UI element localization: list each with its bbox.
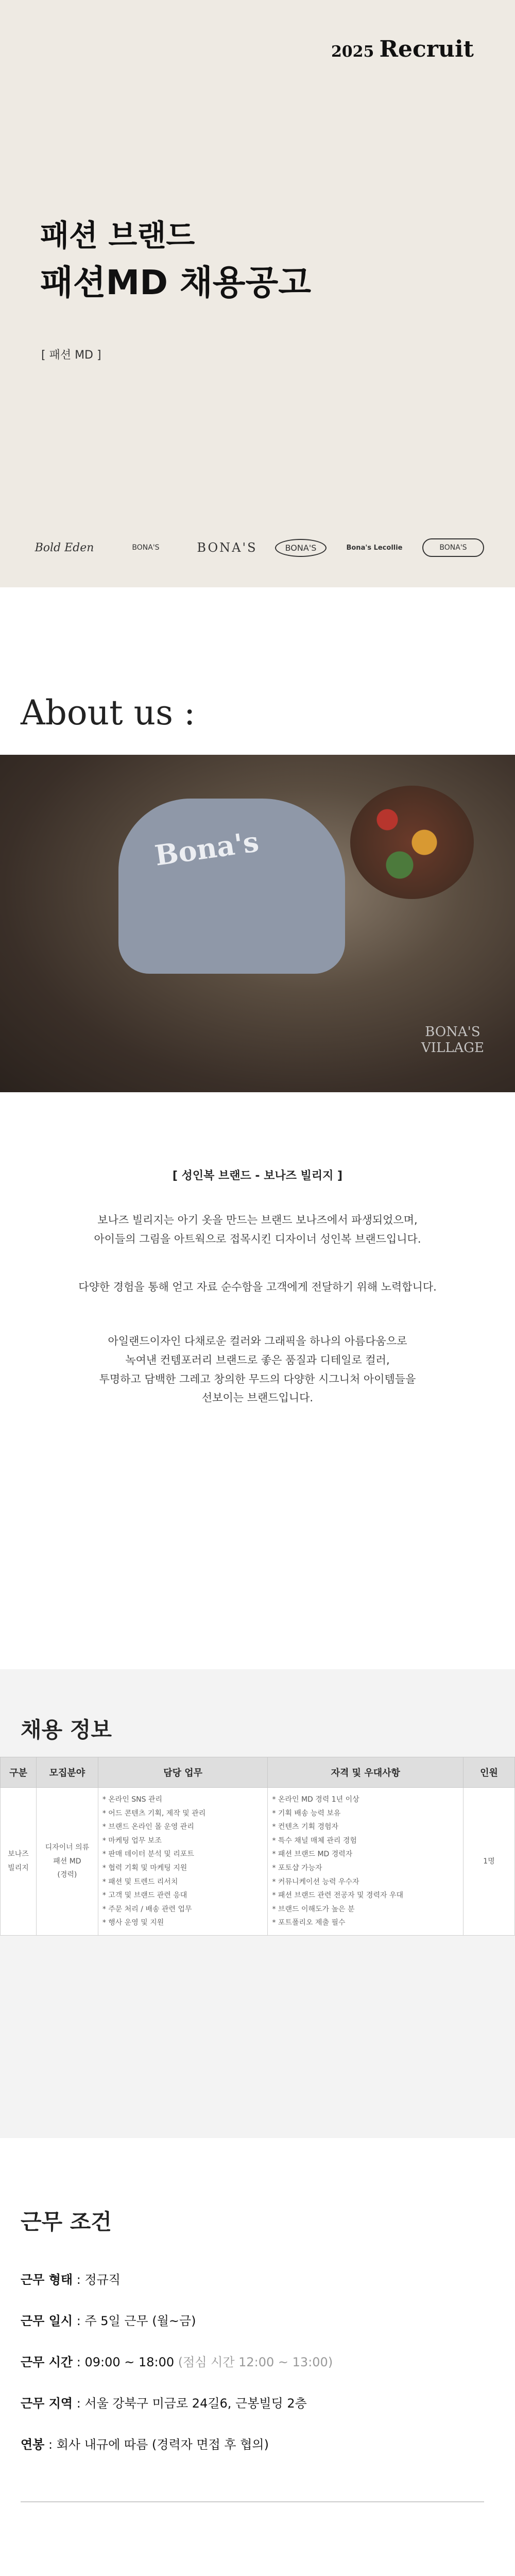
conditions-title: 근무 조건 <box>21 2209 112 2234</box>
sweater-print: Bona's <box>152 825 261 872</box>
field-cell <box>36 1788 98 1936</box>
sweater-image <box>118 799 345 974</box>
count-cell: 1명 <box>464 1788 515 1936</box>
qualification-item: * 온라인 MD 경력 1년 이상 <box>272 1795 359 1804</box>
table-row <box>1 1788 515 1936</box>
condition-value: : 09:00 ~ 18:00 <box>73 2355 175 2369</box>
about-title: About us : <box>21 693 196 733</box>
about-subtitle: [ 성인복 브랜드 - 보나즈 빌리지 ] <box>172 1170 343 1182</box>
condition-value: : 서울 강북구 미금로 24길6, 근봉빌딩 2층 <box>73 2396 307 2411</box>
cell-line: 보나즈 <box>8 1850 29 1859</box>
qualification-item: * 포토샵 가능자 <box>272 1863 322 1872</box>
flower-decoration <box>350 786 474 899</box>
hiring-table <box>0 1757 515 1936</box>
division-cell <box>1 1788 37 1936</box>
about-section <box>0 587 515 1669</box>
duty-item: * 마케팅 업무 보조 <box>102 1836 162 1845</box>
duty-item: * 판매 데이터 분석 및 리포트 <box>102 1850 194 1859</box>
duty-item: * 고객 및 브랜드 관련 응대 <box>102 1891 187 1900</box>
duty-item: * 온라인 SNS 관리 <box>102 1795 163 1804</box>
duties-cell <box>98 1788 268 1936</box>
qualification-item: * 컨텐츠 기획 경험자 <box>272 1823 339 1832</box>
about-paragraph-2 <box>0 1278 515 1297</box>
position-tag: [ 패션 MD ] <box>41 349 101 362</box>
condition-label: 근무 형태 <box>21 2273 73 2287</box>
condition-label: 근무 지역 <box>21 2396 73 2411</box>
duty-item: * 주문 처리 / 배송 관련 업무 <box>102 1905 192 1913</box>
about-paragraph-3 <box>0 1332 515 1408</box>
condition-value: : 회사 내규에 따름 (경력자 면접 후 협의) <box>44 2437 269 2452</box>
condition-row <box>21 2352 333 2370</box>
cell-line: 빌리지 <box>8 1863 29 1872</box>
hero-section <box>0 0 515 587</box>
duty-item: * 패션 및 트렌드 리서치 <box>102 1877 178 1886</box>
duty-item: * 브랜드 온라인 몰 운영 관리 <box>102 1823 194 1832</box>
brand-watermark: BONA'S VILLAGE <box>421 1024 484 1056</box>
cell-line: (경력) <box>57 1871 77 1879</box>
header-cell: 구분 <box>1 1757 37 1788</box>
brand-logo: BONA'S <box>422 538 484 557</box>
brand-logo-row <box>31 538 484 557</box>
hero-title-line2: 패션MD 채용공고 <box>40 263 311 302</box>
text-line: 아일랜드이자인 다채로운 컬러와 그래픽을 하나의 아름다움으로 <box>108 1335 407 1347</box>
qualification-item: * 패션 브랜드 관련 전공자 및 경력자 우대 <box>272 1891 404 1900</box>
condition-value: : 정규직 <box>73 2273 121 2287</box>
text-line: 다양한 경험을 통해 얻고 자료 순수함을 고객에게 전달하기 위해 노력합니다. <box>78 1281 437 1293</box>
hiring-info-section <box>0 1669 515 2138</box>
divider <box>21 2501 484 2502</box>
brand-logo: BONA'S <box>275 539 327 557</box>
qualification-item: * 패션 브랜드 MD 경력자 <box>272 1850 353 1859</box>
about-paragraph-1 <box>0 1211 515 1249</box>
qualification-item: * 특수 채널 매체 관리 경험 <box>272 1836 357 1845</box>
condition-extra: (점심 시간 12:00 ~ 13:00) <box>174 2355 333 2369</box>
condition-label: 연봉 <box>21 2437 45 2452</box>
table-header-row <box>1 1757 515 1788</box>
duty-item: * 행사 운영 및 지원 <box>102 1919 164 1927</box>
condition-row <box>21 2311 196 2329</box>
qualification-item: * 커뮤니케이션 능력 우수자 <box>272 1877 359 1886</box>
condition-label: 근무 일시 <box>21 2314 73 2328</box>
duty-item: * 어드 콘텐츠 기획, 제작 및 관리 <box>102 1809 206 1818</box>
condition-row <box>21 2269 121 2287</box>
work-conditions-section <box>0 2138 515 2576</box>
cell-line: 패션 MD <box>53 1857 81 1866</box>
header-cell: 인원 <box>464 1757 515 1788</box>
hiring-title: 채용 정보 <box>21 1717 112 1742</box>
recruit-heading <box>331 36 474 62</box>
qualification-item: * 기획 배송 능력 보유 <box>272 1809 341 1818</box>
text-line: 선보이는 브랜드입니다. <box>201 1392 314 1404</box>
brand-logo: Bona's Lecollie <box>346 544 403 552</box>
duty-item: * 협력 기획 및 마케팅 지원 <box>102 1863 187 1872</box>
brand-logo: BONA'S <box>132 544 160 552</box>
header-cell: 자격 및 우대사항 <box>268 1757 464 1788</box>
text-line: 투명하고 담백한 그레고 창의한 무드의 다양한 시그니처 아이템들을 <box>99 1372 416 1385</box>
recruit-label: Recruit <box>379 36 474 62</box>
brand-logo: BONA'S <box>197 540 258 555</box>
text-line: 아이들의 그림을 아트웍으로 접목시킨 디자이너 성인복 브랜드입니다. <box>94 1232 421 1245</box>
header-cell: 담당 업무 <box>98 1757 268 1788</box>
qualifications-cell <box>268 1788 464 1936</box>
condition-value: : 주 5일 근무 (월~금) <box>73 2314 196 2328</box>
brand-photo <box>0 755 515 1092</box>
qualification-item: * 포트폴리오 제출 필수 <box>272 1919 346 1927</box>
text-line: 보나즈 빌리지는 아기 옷을 만드는 브랜드 보나즈에서 파생되었으며, <box>97 1214 418 1226</box>
condition-label: 근무 시간 <box>21 2355 73 2369</box>
header-cell: 모집분야 <box>36 1757 98 1788</box>
qualification-item: * 브랜드 이해도가 높은 분 <box>272 1905 355 1913</box>
cell-line: 디자이너 의류 <box>45 1843 90 1852</box>
text-line: 녹여낸 컨템포러리 브랜드로 좋은 품질과 디테일로 컬러, <box>125 1353 390 1366</box>
condition-row <box>21 2434 269 2452</box>
condition-row <box>21 2393 307 2411</box>
brand-logo: Bold Eden <box>35 541 94 554</box>
hero-title-line1: 패션 브랜드 <box>40 218 195 253</box>
year-label: 2025 <box>331 43 374 61</box>
